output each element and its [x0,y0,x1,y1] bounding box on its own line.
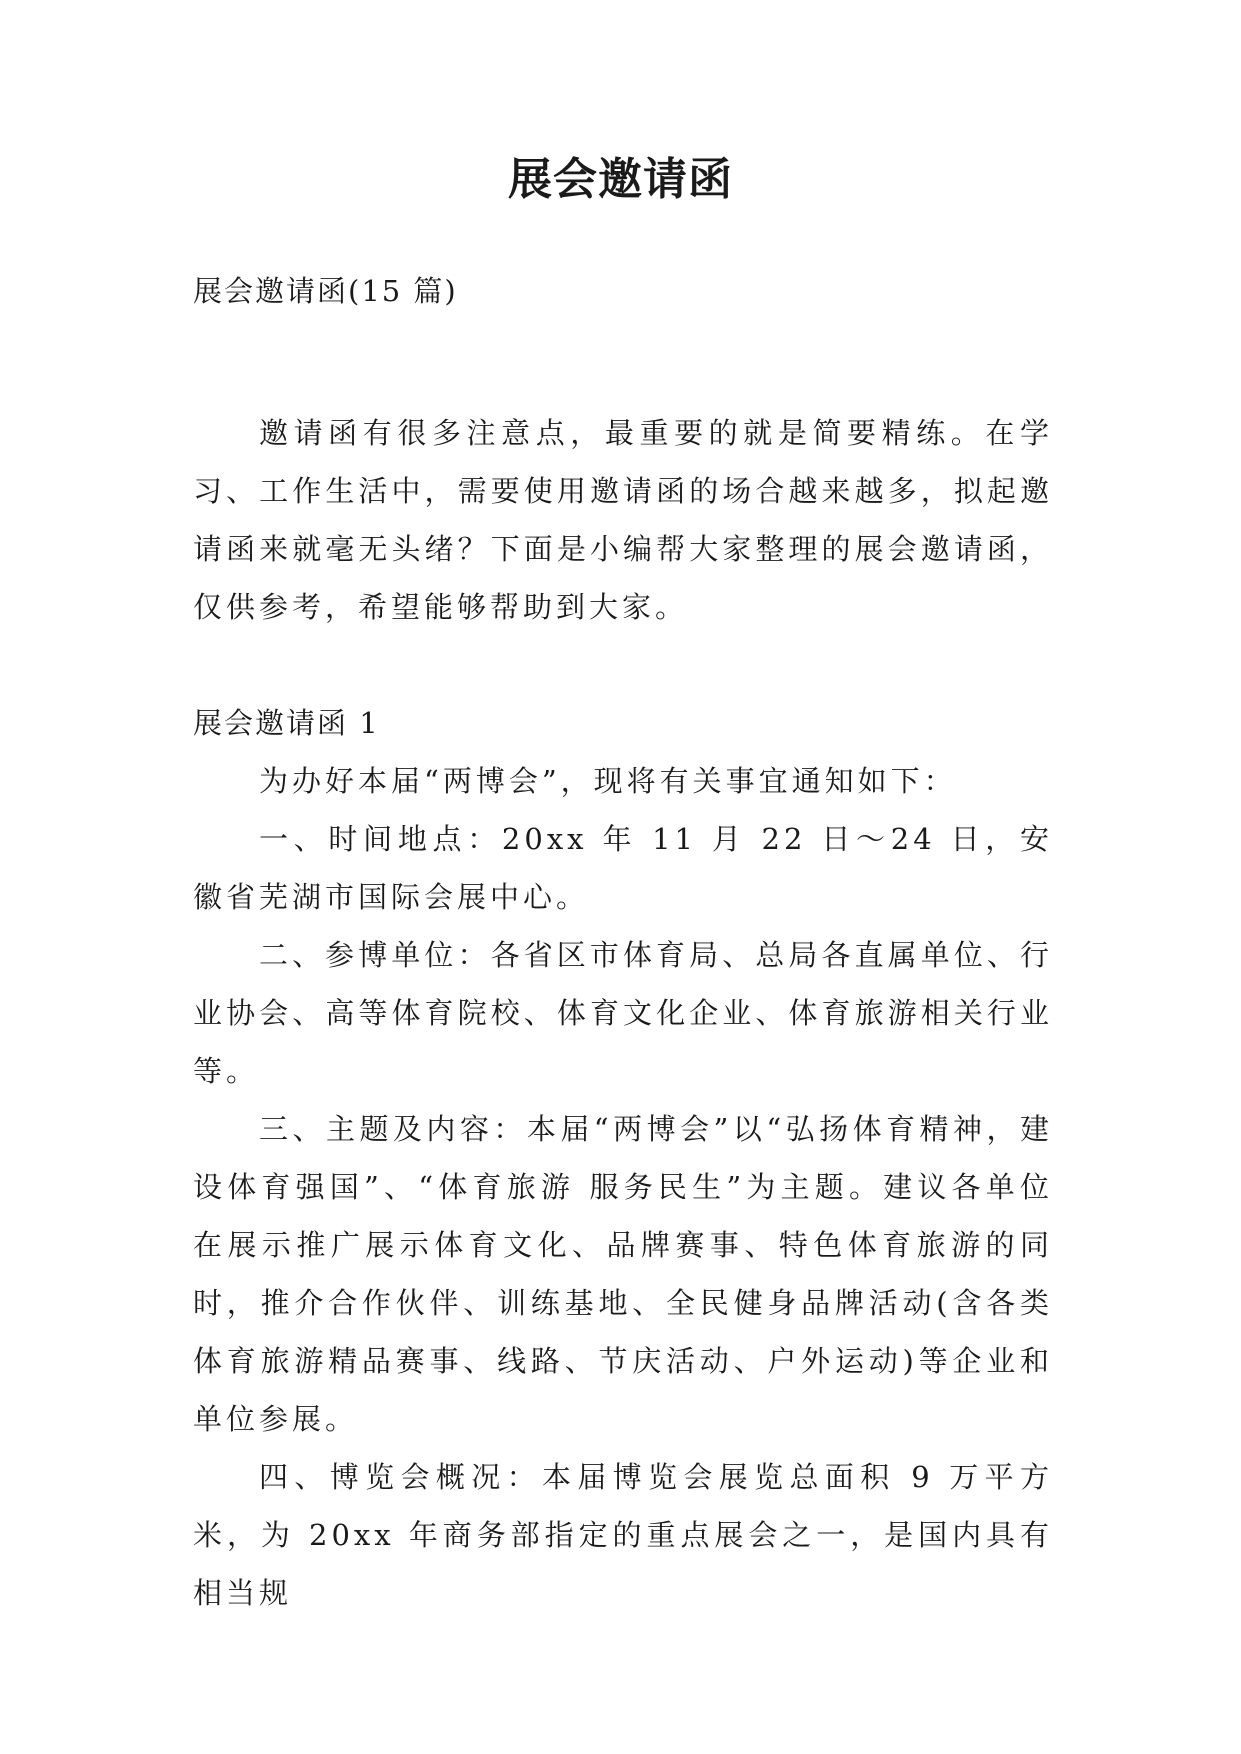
section-heading: 展会邀请函 1 [193,706,380,740]
document-title: 展会邀请函 [508,154,733,205]
intro-text: 邀请函有很多注意点，最重要的就是简要精练。在学习、工作生活中，需要使用邀请函的场合越来越多，拟起邀请函来就毫无头绪？下面是小编帮大家整理的展会邀请函，仅供参考，希望能够帮助到大家。 [193,416,1053,624]
document-subtitle: 展会邀请函(15 篇) [193,274,458,308]
paragraph-time-location: 一、时间地点：20xx 年 11 月 22 日～24 日，安徽省芜湖市国际会展中心。 [193,822,1053,914]
paragraph-theme-content: 三、主题及内容：本届“两博会”以“弘扬体育精神，建设体育强国”、“体育旅游 服务民生”为主题。建议各单位在展示推广展示体育文化、品牌赛事、特色体育旅游的同时，推介合作伙伴、训练基地、全民健身品牌活动(含各类体育旅游精品赛事、线路、节庆活动、户外运动)等企业和单位参展。 [193,1112,1053,1436]
paragraph-notice: 为办好本届“两博会”，现将有关事宜通知如下： [259,764,957,798]
paragraph-overview: 四、博览会概况：本届博览会展览总面积 9 万平方米，为 20xx 年商务部指定的重点展会之一，是国内具有相当规 [193,1460,1053,1610]
intro-paragraph [193,404,1053,636]
paragraph-participants: 二、参博单位：各省区市体育局、总局各直属单位、行业协会、高等体育院校、体育文化企业、体育旅游相关行业等。 [193,938,1053,1088]
section-body [193,752,1053,1622]
